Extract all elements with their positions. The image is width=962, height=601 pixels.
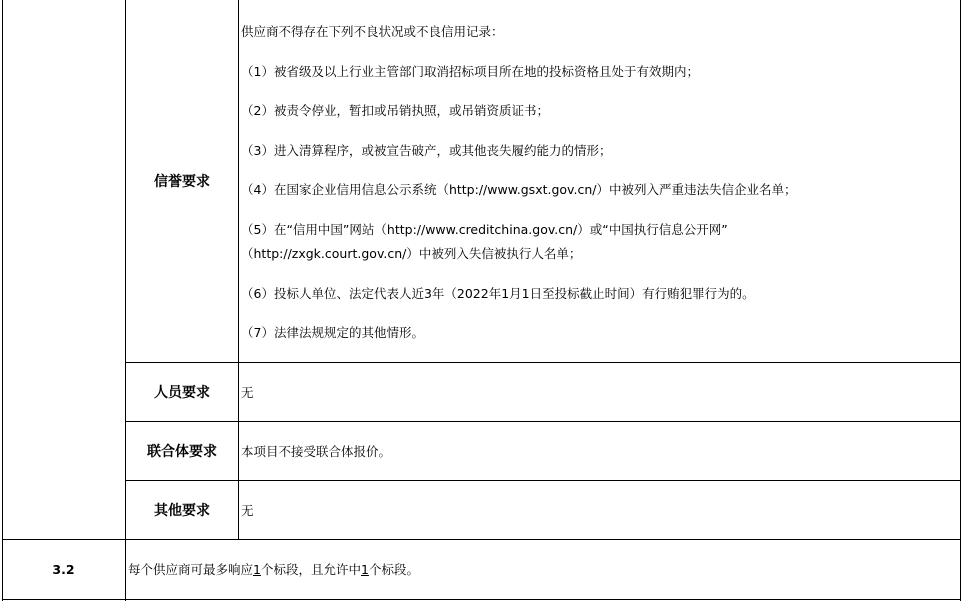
personnel-value: 无 bbox=[241, 385, 254, 400]
credit-item-2: （2）被责令停业，暂扣或吊销执照，或吊销资质证书； bbox=[241, 103, 549, 118]
credit-item-5-line-2: （http://zxgk.court.gov.cn/）中被列入失信被执行人名单； bbox=[241, 246, 582, 261]
personnel-label: 人员要求 bbox=[154, 385, 210, 401]
table-border-left bbox=[2, 0, 3, 601]
credit-label: 信誉要求 bbox=[154, 174, 210, 190]
row-3-2-number: 3.2 bbox=[52, 562, 75, 577]
credit-item-1: （1）被省级及以上行业主管部门取消招标项目所在地的投标资格且处于有效期内； bbox=[241, 64, 699, 79]
table-border-right bbox=[960, 0, 961, 601]
row-3-2-text-part-1: 每个供应商可最多响应 bbox=[128, 562, 254, 577]
row-divider-bottom bbox=[2, 599, 961, 600]
row-divider-other bbox=[2, 539, 961, 540]
consortium-label: 联合体要求 bbox=[147, 444, 217, 460]
consortium-value: 本项目不接受联合体报价。 bbox=[241, 444, 392, 459]
other-value: 无 bbox=[241, 503, 254, 518]
other-label: 其他要求 bbox=[154, 503, 210, 519]
credit-intro: 供应商不得存在下列不良状况或不良信用记录： bbox=[241, 24, 504, 39]
row-3-2-count-2: 1 bbox=[360, 562, 369, 577]
credit-item-6: （6）投标人单位、法定代表人近3年（2022年1月1日至投标截止时间）有行贿犯罪行为的。 bbox=[241, 286, 755, 301]
row-3-2-count-1: 1 bbox=[253, 562, 261, 577]
row-divider-consortium bbox=[125, 480, 961, 481]
row-3-2-text-part-3: 个标段。 bbox=[368, 562, 419, 577]
row-3-2-text bbox=[128, 562, 419, 578]
row-divider-personnel bbox=[125, 421, 961, 422]
credit-item-3: （3）进入清算程序，或被宣告破产，或其他丧失履约能力的情形； bbox=[241, 143, 612, 158]
credit-item-4: （4）在国家企业信用信息公示系统（http://www.gsxt.gov.cn/）中被列入严重违法失信企业名单； bbox=[241, 182, 797, 197]
credit-item-5-line-1: （5）在“信用中国”网站（http://www.creditchina.gov.cn/）或“中国执行信息公开网” bbox=[241, 222, 728, 237]
row-divider-credit bbox=[125, 362, 961, 363]
credit-item-7: （7）法律法规规定的其他情形。 bbox=[241, 325, 424, 340]
row-3-2-text-part-2: 个标段，且允许中 bbox=[260, 562, 361, 577]
table-border-col2 bbox=[238, 0, 239, 540]
